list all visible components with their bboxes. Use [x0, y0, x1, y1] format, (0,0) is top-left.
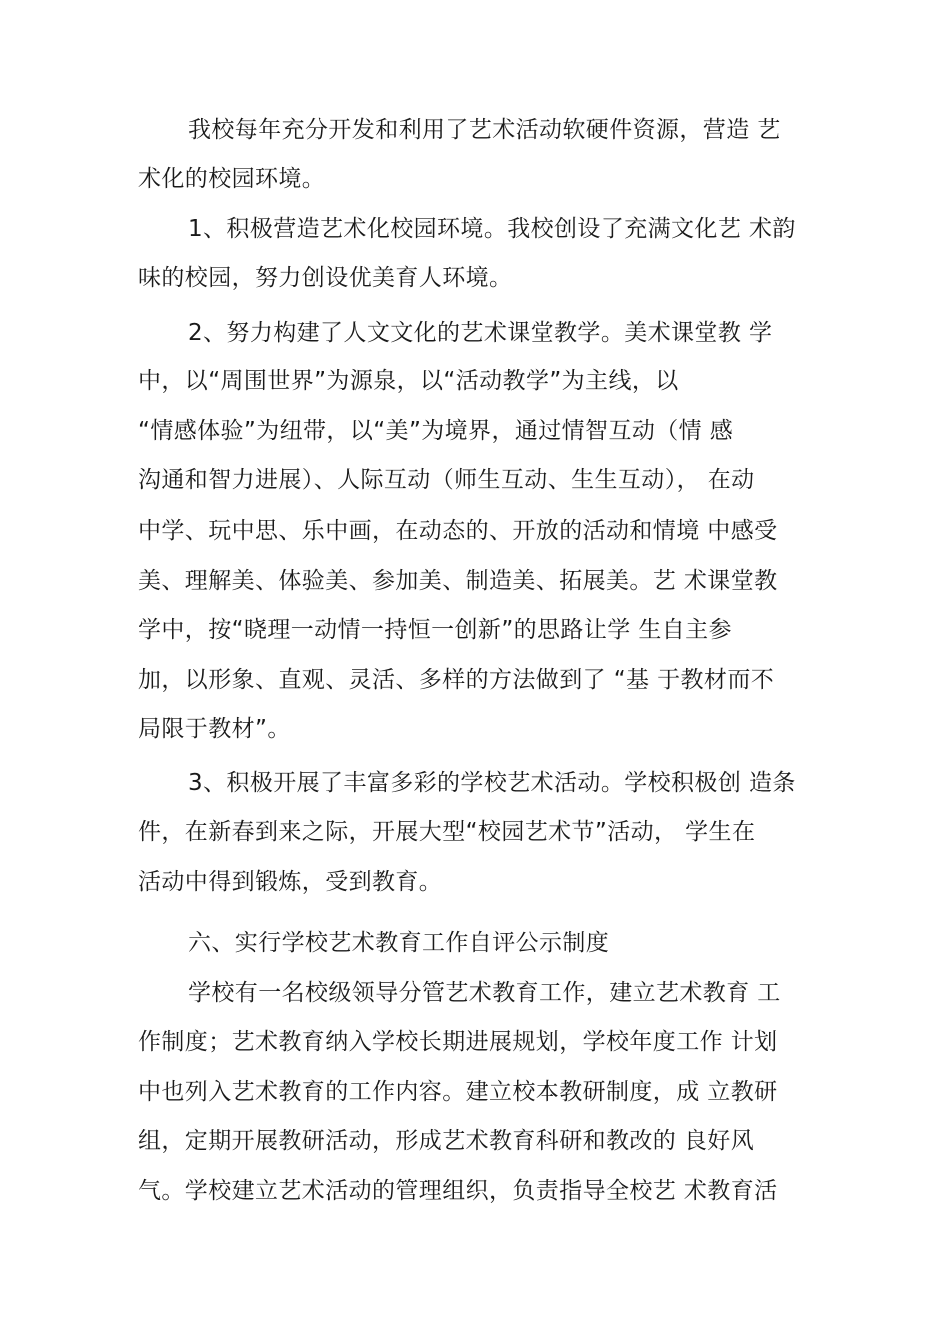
paragraph-line: 1、积极营造艺术化校园环境。我校创设了充满文化艺 术韵: [188, 216, 796, 242]
paragraph-line: 术化的校园环境。: [138, 166, 326, 192]
paragraph-line: 组，定期开展教研活动，形成艺术教育科研和教改的 良好风: [138, 1128, 755, 1154]
paragraph-line: “情感体验”为纽带，以“美”为境界，通过情智互动（情 感: [138, 418, 734, 444]
paragraph-line: 中也列入艺术教育的工作内容。建立校本教研制度，成 立教研: [138, 1079, 778, 1105]
paragraph-line: 局限于教材”。: [138, 716, 291, 742]
paragraph-line: 2、努力构建了人文文化的艺术课堂教学。美术课堂教 学: [188, 320, 773, 346]
paragraph-line: 学中，按“晓理一动情一持恒一创新”的思路让学 生自主参: [138, 617, 732, 643]
paragraph-line: 美、理解美、体验美、参加美、制造美、拓展美。艺 术课堂教: [138, 568, 778, 594]
paragraph-line: 加，以形象、直观、灵活、多样的方法做到了 “基 于教材而不: [138, 667, 775, 693]
paragraph-line: 活动中得到锻炼，受到教育。: [138, 869, 443, 895]
section-heading: 六、实行学校艺术教育工作自评公示制度: [188, 930, 610, 956]
paragraph-line: 中学、玩中思、乐中画，在动态的、开放的活动和情境 中感受: [138, 518, 778, 544]
paragraph-line: 沟通和智力进展）、人际互动（师生互动、生生互动）， 在动: [138, 467, 755, 493]
paragraph-line: 3、积极开展了丰富多彩的学校艺术活动。学校积极创 造条: [188, 770, 796, 796]
paragraph-line: 作制度；艺术教育纳入学校长期进展规划，学校年度工作 计划: [138, 1029, 778, 1055]
paragraph-line: 我校每年充分开发和利用了艺术活动软硬件资源，营造 艺: [188, 117, 781, 143]
paragraph-line: 味的校园，努力创设优美育人环境。: [138, 265, 513, 291]
paragraph-line: 中，以“周围世界”为源泉，以“活动教学”为主线，以: [138, 368, 679, 394]
paragraph-line: 气。学校建立艺术活动的管理组织，负责指导全校艺 术教育活: [138, 1178, 778, 1204]
paragraph-line: 学校有一名校级领导分管艺术教育工作，建立艺术教育 工: [188, 980, 781, 1006]
paragraph-line: 件，在新春到来之际，开展大型“校园艺术节”活动， 学生在: [138, 819, 756, 845]
